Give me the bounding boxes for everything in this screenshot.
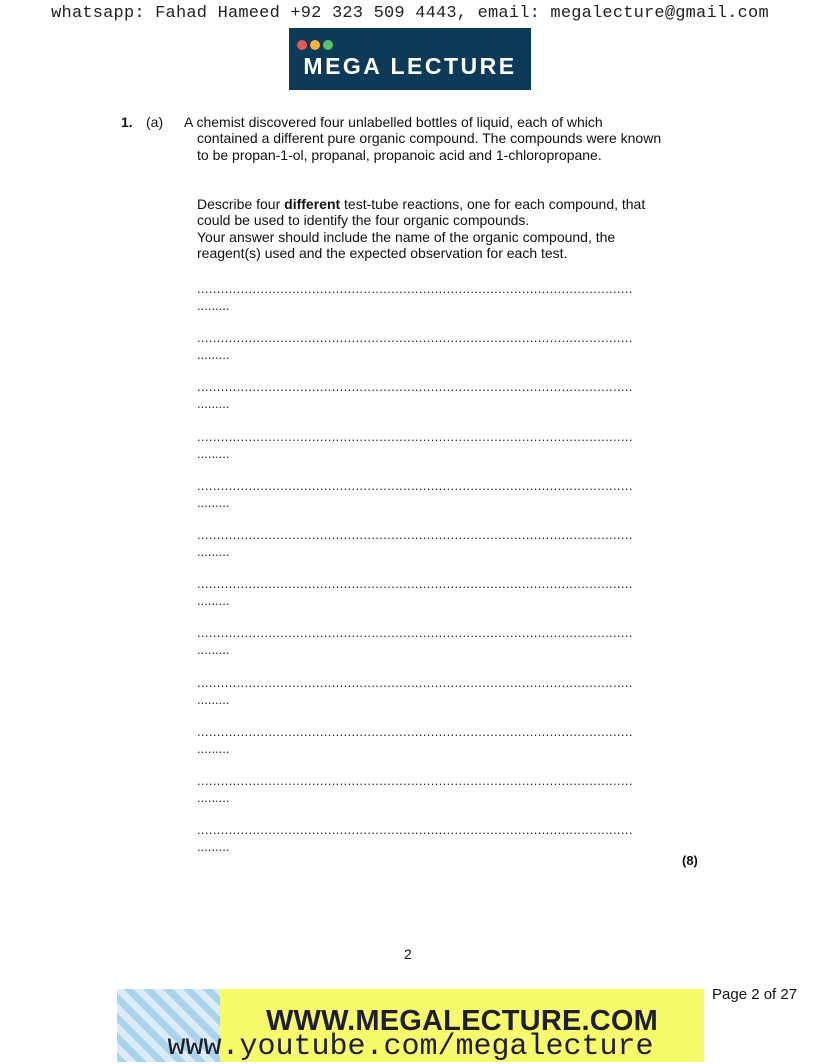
answer-line[interactable] [197,526,633,560]
answer-line-dots: .............................................................................................................. [197,822,633,838]
answer-line-tail: ......... [197,544,230,559]
answer-line[interactable] [197,772,633,806]
answer-line[interactable] [197,329,633,363]
question-task [197,196,667,261]
mega-lecture-logo [289,28,531,90]
task-text-line2: Your answer should include the name of the organic compound, the reagent(s) used and the expected observation for each test. [197,228,616,261]
answer-line-tail: ......... [197,740,230,756]
answer-line[interactable] [197,624,633,658]
logo-dot-yellow [310,40,320,50]
answer-line-tail: ......... [197,790,230,805]
answer-line[interactable] [197,428,633,462]
answer-line[interactable] [197,575,633,609]
answer-line[interactable] [197,378,633,412]
answer-line-dots: .............................................................................................................. [197,428,633,444]
answer-line[interactable] [197,674,633,708]
answer-line-dots: .............................................................................................................. [197,625,633,641]
answer-line-dots: .............................................................................................................. [197,330,633,346]
question-intro [184,114,667,163]
answer-line-tail: ......... [197,347,230,363]
page-number: 2 [404,946,412,962]
answer-line-dots: .............................................................................................................. [197,281,633,296]
page-of-total: Page 2 of 27 [712,986,798,1003]
task-text-before: Describe four [197,196,285,212]
answer-line-tail: ......... [197,445,230,461]
answer-line-dots: .............................................................................................................. [197,576,633,592]
answer-line-dots: .............................................................................................................. [197,379,633,395]
answer-line-tail: ......... [197,691,230,707]
contact-header: whatsapp: Fahad Hameed +92 323 509 4443, email: megalecture@gmail.com [51,4,769,23]
answer-line-dots: .............................................................................................................. [197,773,633,788]
answer-line[interactable] [197,821,633,855]
marks-label: (8) [682,853,698,868]
answer-line-tail: ......... [197,593,230,609]
answer-line-tail: ......... [197,494,230,510]
answer-line-tail: ......... [197,642,230,658]
answer-line-dots: .............................................................................................................. [197,477,633,493]
answer-line-tail: ......... [197,396,230,412]
answer-line[interactable] [197,280,633,314]
footer-website: WWW.MEGALECTURE.COM [265,1005,659,1037]
logo-text: MEGA LECTURE [303,53,517,79]
footer-youtube: www.youtube.com/megalecture [167,1030,654,1064]
question-intro-text: A chemist discovered four unlabelled bottles of liquid, each of which contained a different pure organic compound. The compounds were known to be propan-1-ol, propanal, propanoic acid and 1-chloropropane. [184,114,662,163]
task-text-after: test-tube reactions, one for each compound, that could be used to identify the four organic compounds. [197,196,646,229]
answer-line[interactable] [197,477,633,511]
logo-dot-red [297,40,307,50]
question-number: 1. [121,114,133,130]
question-part: (a) [146,114,164,130]
answer-line[interactable] [197,723,633,757]
logo-dot-green [323,40,333,50]
answer-line-dots: .............................................................................................................. [197,674,633,690]
task-text-bold: different [284,196,341,212]
answer-line-dots: .............................................................................................................. [197,527,633,542]
answer-line-tail: ......... [197,298,230,313]
answer-line-dots: .............................................................................................................. [197,723,633,739]
answer-line-tail: ......... [197,839,230,855]
